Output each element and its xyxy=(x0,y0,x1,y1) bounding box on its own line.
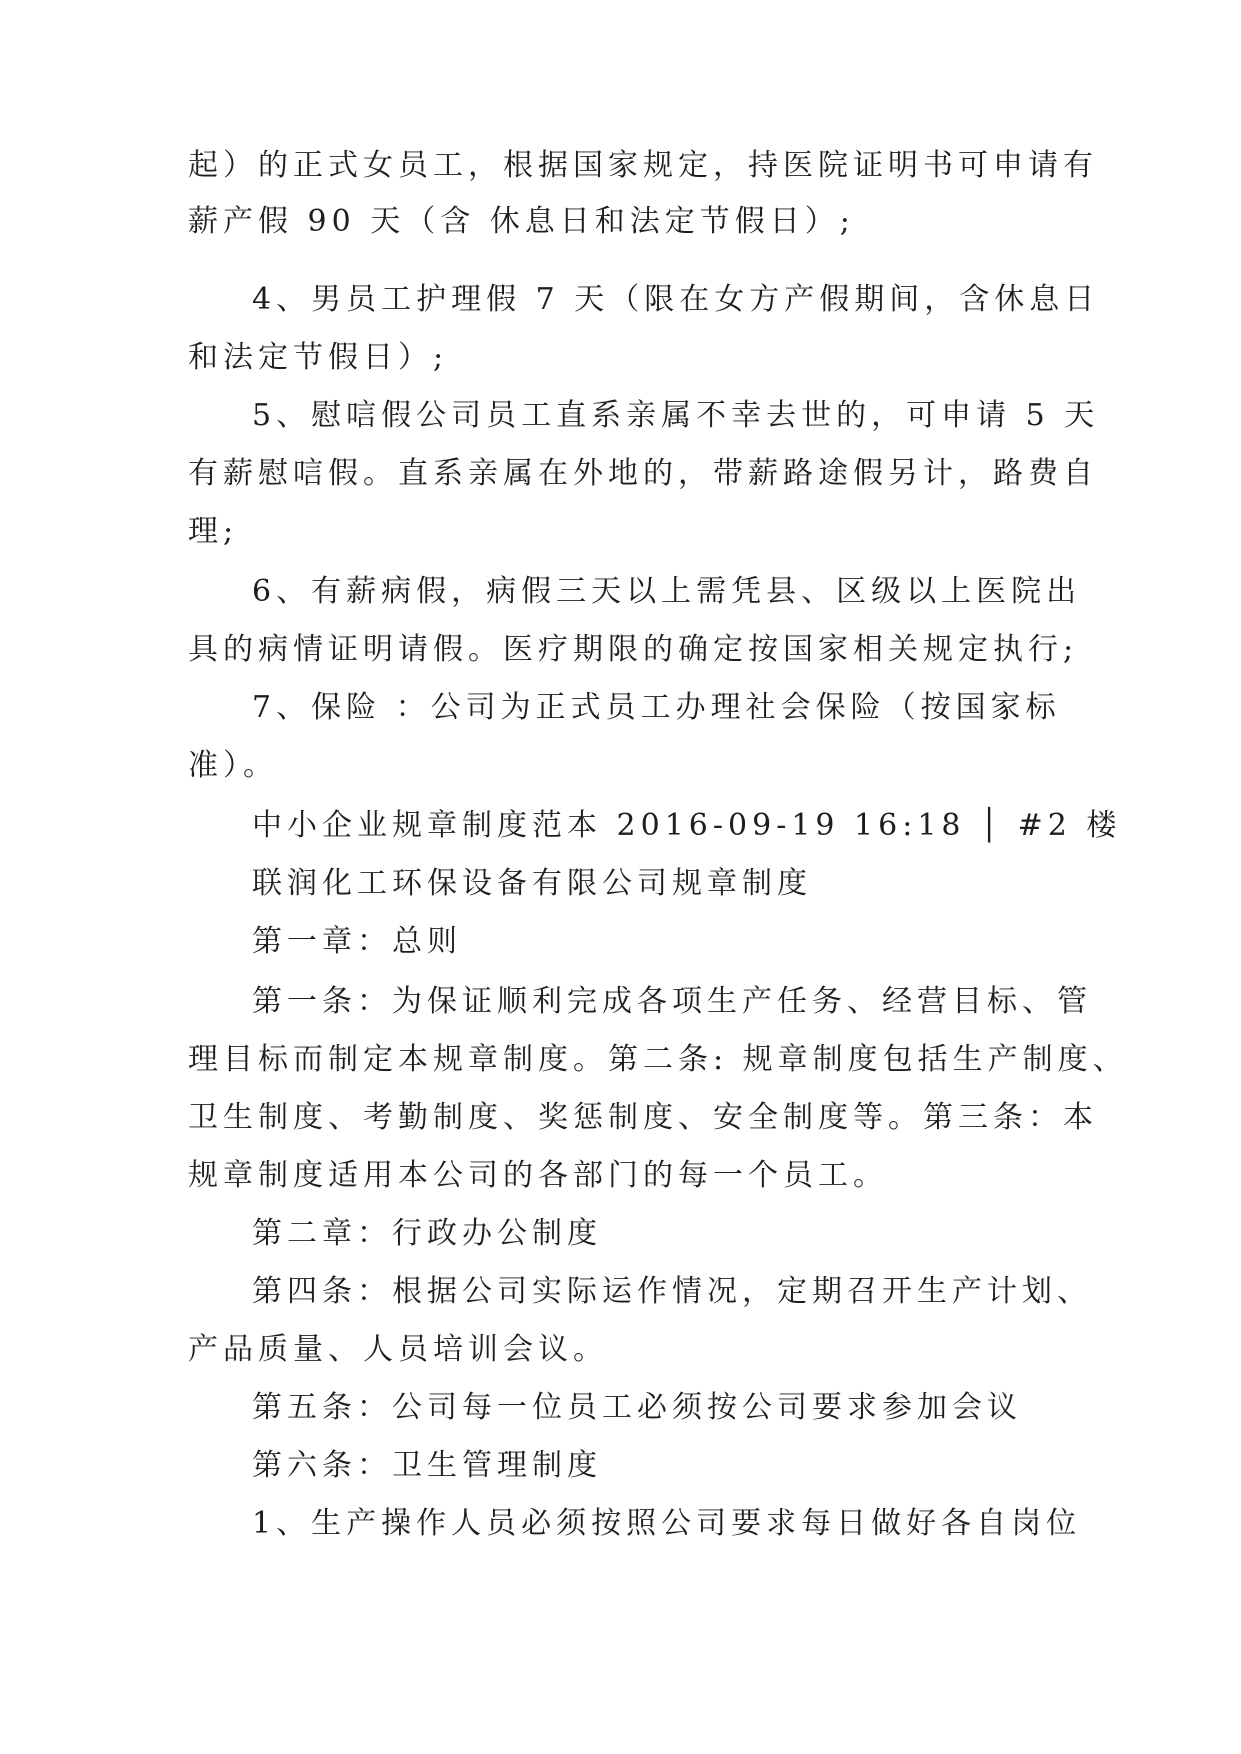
text-line: 6、有薪病假，病假三天以上需凭县、区级以上医院出 xyxy=(252,574,1082,609)
text-line: 有薪慰唁假。直系亲属在外地的，带薪路途假另计，路费自 xyxy=(188,456,1098,491)
text-line: 5、慰唁假公司员工直系亲属不幸去世的，可申请 5 天 xyxy=(252,398,1100,433)
post-header-line: 中小企业规章制度范本 2016-09-19 16:18 │ #2 楼 xyxy=(252,808,1122,843)
text-line: 第五条：公司每一位员工必须按公司要求参加会议 xyxy=(252,1390,1022,1425)
text-line: 理目标而制定本规章制度。第二条: 规章制度包括生产制度、 xyxy=(188,1042,1128,1077)
text-line: 第六条：卫生管理制度 xyxy=(252,1448,602,1483)
chapter-heading: 第二章：行政办公制度 xyxy=(252,1216,602,1251)
text-line: 起）的正式女员工，根据国家规定，持医院证明书可申请有 xyxy=(188,148,1098,183)
text-line: 1、生产操作人员必须按照公司要求每日做好各自岗位 xyxy=(252,1506,1082,1541)
chapter-heading: 第一章：总则 xyxy=(252,924,462,959)
text-line: 第四条：根据公司实际运作情况，定期召开生产计划、 xyxy=(252,1274,1092,1309)
text-line: 理; xyxy=(188,514,239,549)
text-line: 规章制度适用本公司的各部门的每一个员工。 xyxy=(188,1158,888,1193)
text-line: 产品质量、人员培训会议。 xyxy=(188,1332,608,1367)
text-line: 7、保险 ：公司为正式员工办理社会保险（按国家标 xyxy=(252,690,1061,725)
text-line: 具的病情证明请假。医疗期限的确定按国家相关规定执行; xyxy=(188,632,1079,667)
document-title: 联润化工环保设备有限公司规章制度 xyxy=(252,866,812,901)
text-line: 卫生制度、考勤制度、奖惩制度、安全制度等。第三条：本 xyxy=(188,1100,1098,1135)
text-line: 准）。 xyxy=(188,748,278,783)
text-line: 4、男员工护理假 7 天（限在女方产假期间，含休息日 xyxy=(252,282,1100,317)
text-line: 薪产假 90 天（含 休息日和法定节假日）; xyxy=(188,204,855,239)
text-line: 第一条：为保证顺利完成各项生产任务、经营目标、管 xyxy=(252,984,1092,1019)
text-line: 和法定节假日）; xyxy=(188,340,449,375)
